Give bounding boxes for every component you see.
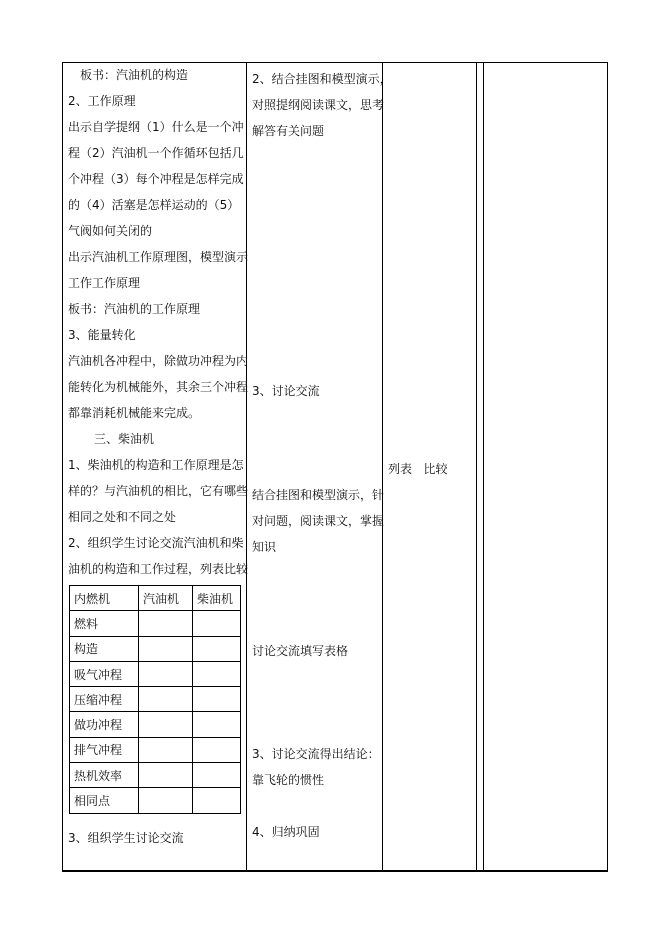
table-row — [70, 788, 241, 813]
table-header-cell: 柴油机 — [193, 586, 241, 611]
section-heading: 三、柴油机 — [94, 432, 155, 446]
column-divider — [246, 62, 247, 872]
table-cell — [193, 687, 241, 712]
table-header-cell: 汽油机 — [139, 586, 193, 611]
table-cell: 吸气冲程 — [70, 661, 139, 686]
text-line: 出示汽油机工作原理图，模型演示 — [68, 250, 249, 264]
table-row — [70, 737, 241, 762]
text-line: 知识 — [252, 540, 277, 554]
table-cell — [139, 788, 193, 813]
table-cell — [139, 636, 193, 661]
text-line: 程（2）汽油机一个作循环包括几 — [68, 146, 244, 160]
table-cell — [193, 661, 241, 686]
table-row — [70, 636, 241, 661]
text-line: 板书：汽油机的工作原理 — [68, 302, 201, 316]
table-cell — [139, 661, 193, 686]
column-divider — [483, 62, 484, 872]
table-header-cell: 内燃机 — [70, 586, 139, 611]
text-line: 相同之处和不同之处 — [68, 510, 177, 524]
table-row — [70, 611, 241, 636]
table-cell: 构造 — [70, 636, 139, 661]
table-cell: 热机效率 — [70, 763, 139, 788]
text-line: 工作工作原理 — [68, 276, 141, 290]
table-cell: 排气冲程 — [70, 737, 139, 762]
text-line: 2、组织学生讨论交流汽油机和柴 — [68, 536, 244, 550]
table-cell: 做功冲程 — [70, 712, 139, 737]
text-line: 出示自学提纲（1）什么是一个冲 — [68, 120, 244, 134]
table-cell — [193, 636, 241, 661]
table-cell — [139, 737, 193, 762]
text-line: 2、工作原理 — [68, 94, 136, 108]
table-cell — [139, 687, 193, 712]
text-line: 2、结合挂图和模型演示， — [252, 72, 392, 86]
table-cell — [193, 763, 241, 788]
table-header-row — [70, 586, 241, 611]
text-line: 讨论交流填写表格 — [252, 644, 349, 658]
table-cell: 相同点 — [70, 788, 139, 813]
table-cell — [193, 712, 241, 737]
text-line: 3、讨论交流得出结论： — [252, 747, 380, 761]
table-cell: 燃料 — [70, 611, 139, 636]
method-note: 列表 比较 — [388, 462, 448, 476]
text-line: 3、能量转化 — [68, 328, 136, 342]
text-line: 结合挂图和模型演示，针 — [252, 488, 385, 502]
comparison-table — [69, 585, 241, 814]
text-line: 板书：汽油机的构造 — [80, 68, 189, 82]
text-line: 1、柴油机的构造和工作原理是怎 — [68, 458, 244, 472]
table-cell — [139, 763, 193, 788]
teacher-activity-column — [68, 62, 249, 582]
text-line: 对问题，阅读课文，掌握 — [252, 514, 385, 528]
text-line: 3、讨论交流 — [252, 384, 320, 398]
table-row — [70, 763, 241, 788]
table-cell — [193, 788, 241, 813]
text-line: 样的？与汽油机的相比，它有哪些 — [68, 484, 249, 498]
table-cell — [193, 611, 241, 636]
column-divider — [476, 62, 477, 872]
table-cell — [139, 611, 193, 636]
text-line: 个冲程（3）每个冲程是怎样完成 — [68, 172, 244, 186]
text-line: 4、归纳巩固 — [252, 825, 320, 839]
text-line: 解答有关问题 — [252, 124, 325, 138]
text-line: 的（4）活塞是怎样运动的（5） — [68, 198, 240, 212]
table-row — [70, 712, 241, 737]
text-line: 靠飞轮的惯性 — [252, 773, 325, 787]
text-line: 能转化为机械能外，其余三个冲程 — [68, 380, 249, 394]
text-line: 3、组织学生讨论交流 — [68, 831, 184, 845]
column-divider — [382, 62, 383, 872]
text-line: 汽油机各冲程中，除做功冲程为内 — [68, 354, 249, 368]
table-row — [70, 661, 241, 686]
text-line: 对照提纲阅读课文，思考 — [252, 98, 385, 112]
text-line: 气阀如何关闭的 — [68, 224, 153, 238]
text-line: 都靠消耗机械能来完成。 — [68, 406, 201, 420]
table-cell — [139, 712, 193, 737]
text-line: 油机的构造和工作过程，列表比较 — [68, 562, 249, 576]
table-cell: 压缩冲程 — [70, 687, 139, 712]
table-row — [70, 687, 241, 712]
table-cell — [193, 737, 241, 762]
